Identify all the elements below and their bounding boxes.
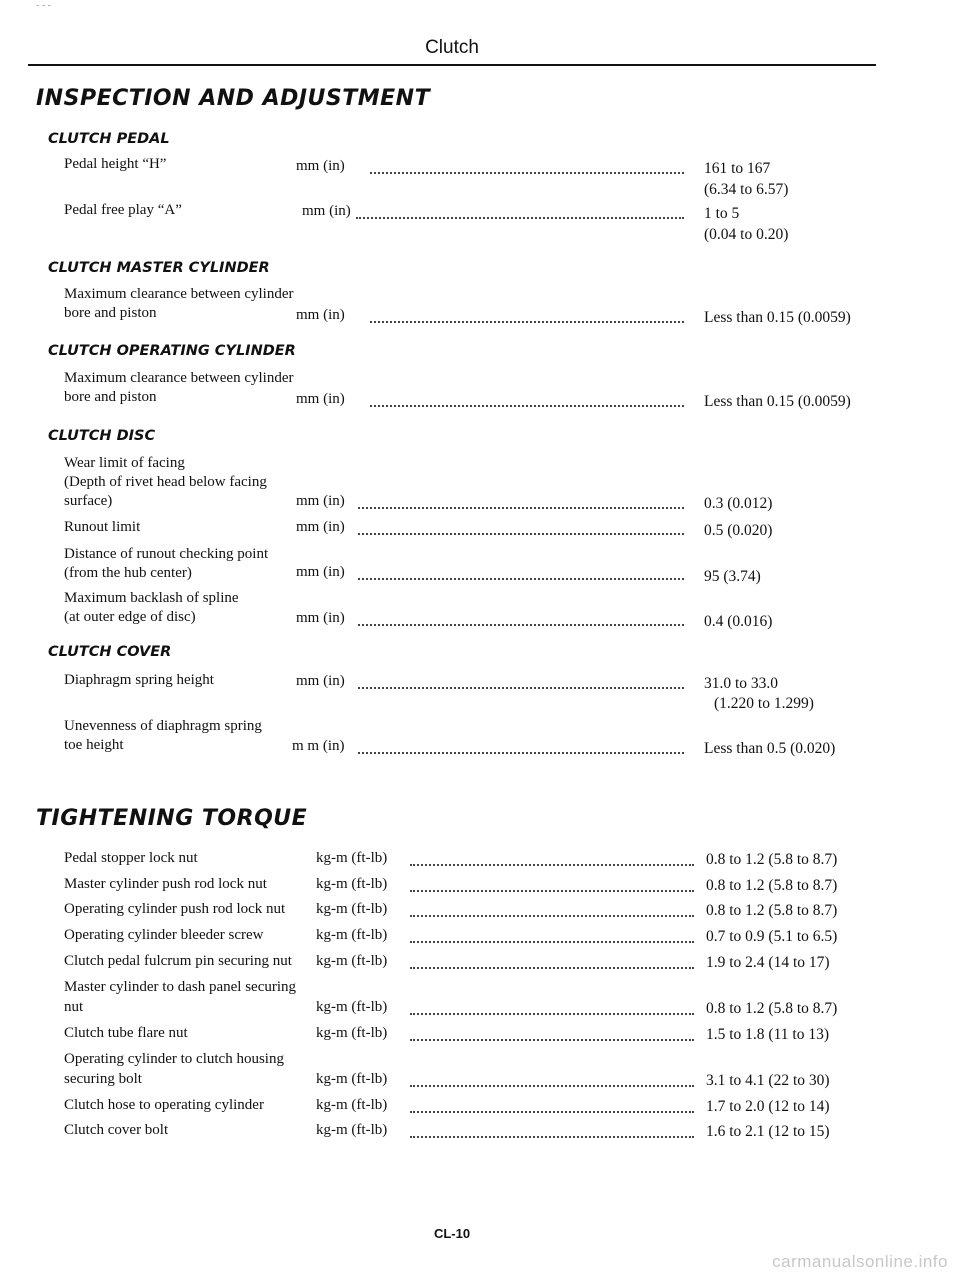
torque-row-label: Master cylinder push rod lock nut — [64, 876, 267, 892]
torque-row-unit: kg-m (ft-lb) — [316, 1097, 388, 1113]
leader-dots — [410, 890, 694, 892]
disc-backlash-value: 0.4 (0.016) — [704, 613, 773, 630]
torque-row-unit: kg-m (ft-lb) — [316, 850, 388, 866]
torque-row-unit: kg-m (ft-lb) — [316, 953, 388, 969]
operating-clearance-unit: mm (in) — [296, 391, 345, 407]
disc-distance-unit: mm (in) — [296, 564, 345, 580]
torque-row-unit: kg-m (ft-lb) — [316, 1025, 388, 1041]
page-number: CL-10 — [433, 1226, 471, 1241]
torque-row-label: Clutch cover bolt — [64, 1122, 169, 1138]
torque-row-value: 3.1 to 4.1 (22 to 30) — [706, 1072, 830, 1089]
disc-wear-label: Wear limit of facing — [64, 455, 185, 471]
leader-dots — [358, 507, 684, 509]
master-clearance-label-2: bore and piston — [64, 305, 157, 321]
torque-row-unit: kg-m (ft-lb) — [316, 927, 388, 943]
torque-row-label: Operating cylinder push rod lock nut — [64, 901, 286, 917]
disc-wear-label-3: surface) — [64, 493, 113, 509]
pedal-height-unit: mm (in) — [296, 158, 345, 174]
subheading-clutch-cover: CLUTCH COVER — [48, 644, 172, 660]
torque-row-label-line1: Operating cylinder to clutch housing — [64, 1051, 284, 1067]
leader-dots — [410, 1085, 694, 1087]
operating-clearance-value: Less than 0.15 (0.0059) — [704, 393, 851, 410]
leader-dots — [358, 578, 684, 580]
torque-row-value: 1.5 to 1.8 (11 to 13) — [706, 1026, 829, 1043]
torque-row-value: 1.9 to 2.4 (14 to 17) — [706, 954, 830, 971]
disc-wear-unit: mm (in) — [296, 493, 345, 509]
leader-dots — [410, 1013, 694, 1015]
torque-row-unit: kg-m (ft-lb) — [316, 876, 388, 892]
cover-spring-value: 31.0 to 33.0 — [704, 675, 779, 692]
disc-distance-label-2: (from the hub center) — [64, 565, 192, 581]
torque-row-unit: kg-m (ft-lb) — [316, 999, 388, 1015]
disc-runout-label: Runout limit — [64, 519, 141, 535]
torque-row-unit: kg-m (ft-lb) — [316, 1122, 388, 1138]
torque-row-unit: kg-m (ft-lb) — [316, 1071, 388, 1087]
torque-row-value: 0.8 to 1.2 (5.8 to 8.7) — [706, 877, 838, 894]
torque-row-unit: kg-m (ft-lb) — [316, 901, 388, 917]
section-heading-inspection: INSPECTION AND ADJUSTMENT — [36, 86, 431, 111]
disc-distance-value: 95 (3.74) — [704, 568, 761, 585]
torque-row-label: Operating cylinder bleeder screw — [64, 927, 264, 943]
torque-row-label: nut — [64, 999, 84, 1015]
disc-distance-label: Distance of runout checking point — [64, 546, 269, 562]
master-clearance-label: Maximum clearance between cylinder — [64, 286, 294, 302]
torque-row-value: 1.6 to 2.1 (12 to 15) — [706, 1123, 830, 1140]
torque-row-label: Pedal stopper lock nut — [64, 850, 198, 866]
cover-spring-value-in: (1.220 to 1.299) — [714, 695, 814, 712]
leader-dots — [410, 1039, 694, 1041]
cover-spring-unit: mm (in) — [296, 673, 345, 689]
leader-dots — [370, 172, 684, 174]
torque-row-label: Clutch pedal fulcrum pin securing nut — [64, 953, 292, 969]
pedal-free-play-label: Pedal free play “A” — [64, 202, 182, 218]
header-rule — [28, 64, 876, 66]
pedal-free-play-value: 1 to 5 — [704, 205, 740, 222]
subheading-operating-cylinder: CLUTCH OPERATING CYLINDER — [48, 343, 296, 359]
watermark: carmanualsonline.info — [772, 1252, 948, 1271]
torque-row-value: 0.8 to 1.2 (5.8 to 8.7) — [706, 1000, 838, 1017]
operating-clearance-label: Maximum clearance between cylinder — [64, 370, 294, 386]
pedal-height-label: Pedal height “H” — [64, 156, 167, 172]
leader-dots — [410, 864, 694, 866]
torque-row-label-line1: Master cylinder to dash panel securing — [64, 979, 297, 995]
leader-dots — [410, 967, 694, 969]
cover-spring-label: Diaphragm spring height — [64, 672, 214, 688]
pedal-free-play-value-in: (0.04 to 0.20) — [704, 226, 789, 243]
leader-dots — [358, 752, 684, 754]
subheading-clutch-pedal: CLUTCH PEDAL — [48, 131, 170, 147]
pedal-height-value: 161 to 167 — [704, 160, 771, 177]
disc-wear-value: 0.3 (0.012) — [704, 495, 773, 512]
torque-row-value: 1.7 to 2.0 (12 to 14) — [706, 1098, 830, 1115]
torque-row-value: 0.7 to 0.9 (5.1 to 6.5) — [706, 928, 838, 945]
leader-dots — [410, 915, 694, 917]
cover-uneven-label-2: toe height — [64, 737, 124, 753]
master-clearance-unit: mm (in) — [296, 307, 345, 323]
master-clearance-value: Less than 0.15 (0.0059) — [704, 309, 851, 326]
torque-row-value: 0.8 to 1.2 (5.8 to 8.7) — [706, 851, 838, 868]
cover-uneven-label: Unevenness of diaphragm spring — [64, 718, 262, 734]
pedal-height-value-in: (6.34 to 6.57) — [704, 181, 789, 198]
disc-backlash-label: Maximum backlash of spline — [64, 590, 239, 606]
leader-dots — [358, 624, 684, 626]
torque-row-label: Clutch hose to operating cylinder — [64, 1097, 264, 1113]
section-heading-torque: TIGHTENING TORQUE — [36, 806, 308, 831]
operating-clearance-label-2: bore and piston — [64, 389, 157, 405]
disc-runout-value: 0.5 (0.020) — [704, 522, 773, 539]
disc-backlash-unit: mm (in) — [296, 610, 345, 626]
leader-dots — [410, 1136, 694, 1138]
leader-dots — [370, 321, 684, 323]
leader-dots — [356, 217, 684, 219]
cover-uneven-value: Less than 0.5 (0.020) — [704, 740, 836, 757]
disc-backlash-label-2: (at outer edge of disc) — [64, 609, 196, 625]
torque-row-label: Clutch tube flare nut — [64, 1025, 188, 1041]
subheading-clutch-disc: CLUTCH DISC — [48, 428, 156, 444]
cover-uneven-unit: m m (in) — [292, 738, 345, 754]
torque-row-value: 0.8 to 1.2 (5.8 to 8.7) — [706, 902, 838, 919]
leader-dots — [410, 1111, 694, 1113]
page-header-title: Clutch — [425, 37, 479, 58]
leader-dots — [358, 533, 684, 535]
leader-dots — [410, 941, 694, 943]
disc-runout-unit: mm (in) — [296, 519, 345, 535]
disc-wear-label-2: (Depth of rivet head below facing — [64, 474, 267, 490]
subheading-master-cylinder: CLUTCH MASTER CYLINDER — [48, 260, 270, 276]
corner-mark: - - - — [36, 0, 51, 11]
leader-dots — [358, 687, 684, 689]
torque-row-label: securing bolt — [64, 1071, 142, 1087]
pedal-free-play-unit: mm (in) — [302, 203, 351, 219]
leader-dots — [370, 405, 684, 407]
